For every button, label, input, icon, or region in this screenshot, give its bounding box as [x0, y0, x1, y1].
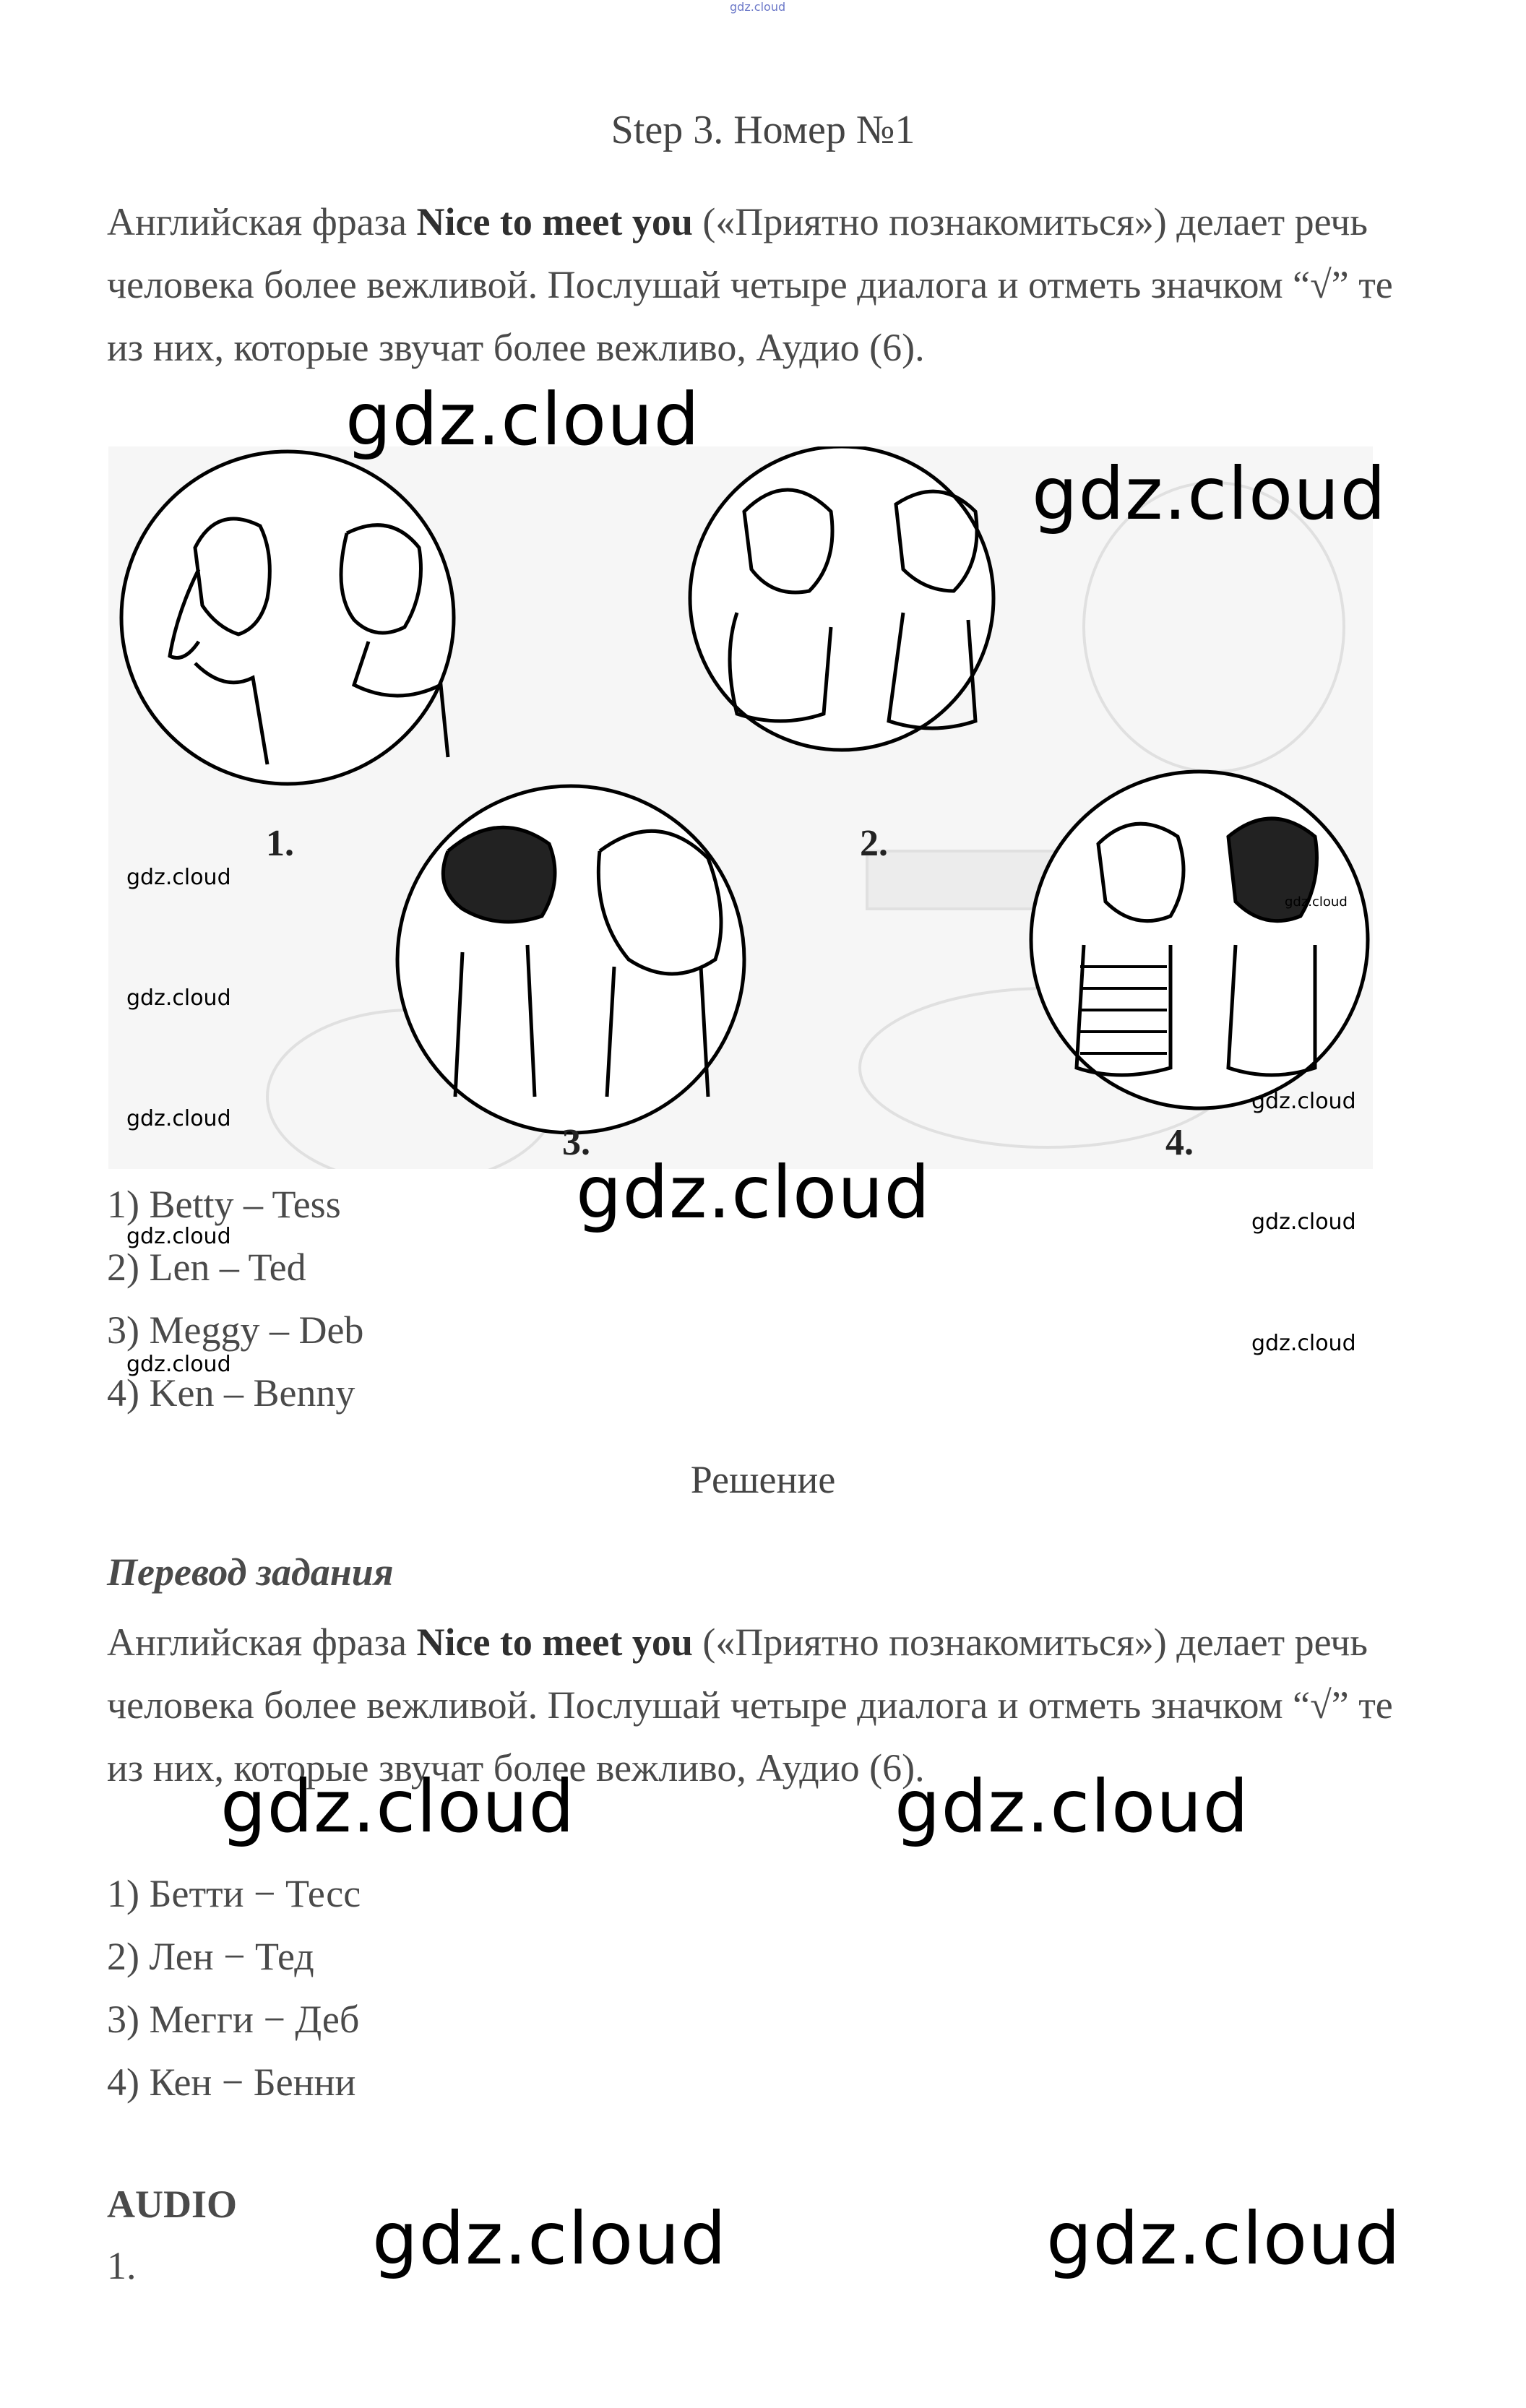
translation-heading: Перевод задания	[107, 1550, 394, 1594]
watermark: gdz.cloud	[126, 1106, 231, 1131]
task-text-end: («Приятно познакомиться») делает речь человека более вежливой. Послушай четыре диалога и отметь значком “√” те из них, которые звучат более вежливо, Аудио (6).	[107, 200, 1393, 369]
task-text	[107, 191, 1422, 379]
pairs-ru-list	[107, 1863, 361, 2114]
watermark: gdz.cloud	[1251, 1331, 1356, 1356]
list-item: 4) Ken – Benny	[107, 1371, 355, 1415]
watermark: gdz.cloud	[126, 865, 231, 890]
watermark: gdz.cloud	[1046, 2196, 1402, 2281]
page-title: Step 3. Номер №1	[611, 108, 915, 152]
header-watermark: gdz.cloud	[730, 0, 786, 14]
translation-text-end: («Приятно познакомиться») делает речь человека более вежливой. Послушай четыре диалога и отметь значком “√” те из них, которые звучат более вежливо, Аудио (6).	[107, 1621, 1393, 1790]
watermark: gdz.cloud	[126, 1352, 231, 1377]
illustration-svg	[108, 446, 1373, 1169]
watermark: gdz.cloud	[126, 985, 231, 1011]
solution-heading: Решение	[690, 1458, 836, 1501]
translation-phrase: Nice to meet you	[416, 1621, 693, 1664]
scene-label-3: 3.	[562, 1122, 590, 1163]
list-item: 2) Лен − Тед	[107, 1935, 314, 1978]
audio-item-number: 1.	[107, 2244, 137, 2287]
watermark: gdz.cloud	[345, 377, 701, 462]
dialogue-illustration	[108, 446, 1373, 1169]
audio-heading: AUDIO	[107, 2183, 238, 2226]
watermark: gdz.cloud	[1251, 1209, 1356, 1235]
scene-1	[121, 452, 454, 784]
pairs-list	[107, 1173, 363, 1425]
list-item: 3) Meggy – Deb	[107, 1308, 364, 1352]
scene-3	[397, 786, 744, 1133]
watermark: gdz.cloud	[895, 1764, 1250, 1849]
watermark: gdz.cloud	[1251, 1089, 1356, 1114]
watermark: gdz.cloud	[372, 2196, 728, 2281]
scene-label-2: 2.	[860, 823, 888, 864]
scene-label-4: 4.	[1165, 1122, 1194, 1163]
list-item: 1) Betty – Tess	[107, 1183, 341, 1226]
scene-4	[1031, 772, 1368, 1108]
watermark: gdz.cloud	[1285, 894, 1348, 910]
translation-text-start: Английская фраза	[107, 1621, 417, 1664]
list-item: 1) Бетти − Тесс	[107, 1872, 361, 1915]
list-item: 4) Кен − Бенни	[107, 2060, 356, 2104]
watermark: gdz.cloud	[576, 1150, 931, 1235]
watermark: gdz.cloud	[1032, 452, 1387, 536]
list-item: 2) Len – Ted	[107, 1246, 306, 1289]
watermark: gdz.cloud	[126, 1224, 231, 1249]
task-text-start: Английская фраза	[107, 200, 417, 243]
scene-2	[690, 446, 993, 750]
scene-label-1: 1.	[266, 823, 294, 864]
watermark: gdz.cloud	[220, 1764, 576, 1849]
task-phrase: Nice to meet you	[416, 200, 693, 243]
list-item: 3) Мегги − Деб	[107, 1998, 360, 2041]
